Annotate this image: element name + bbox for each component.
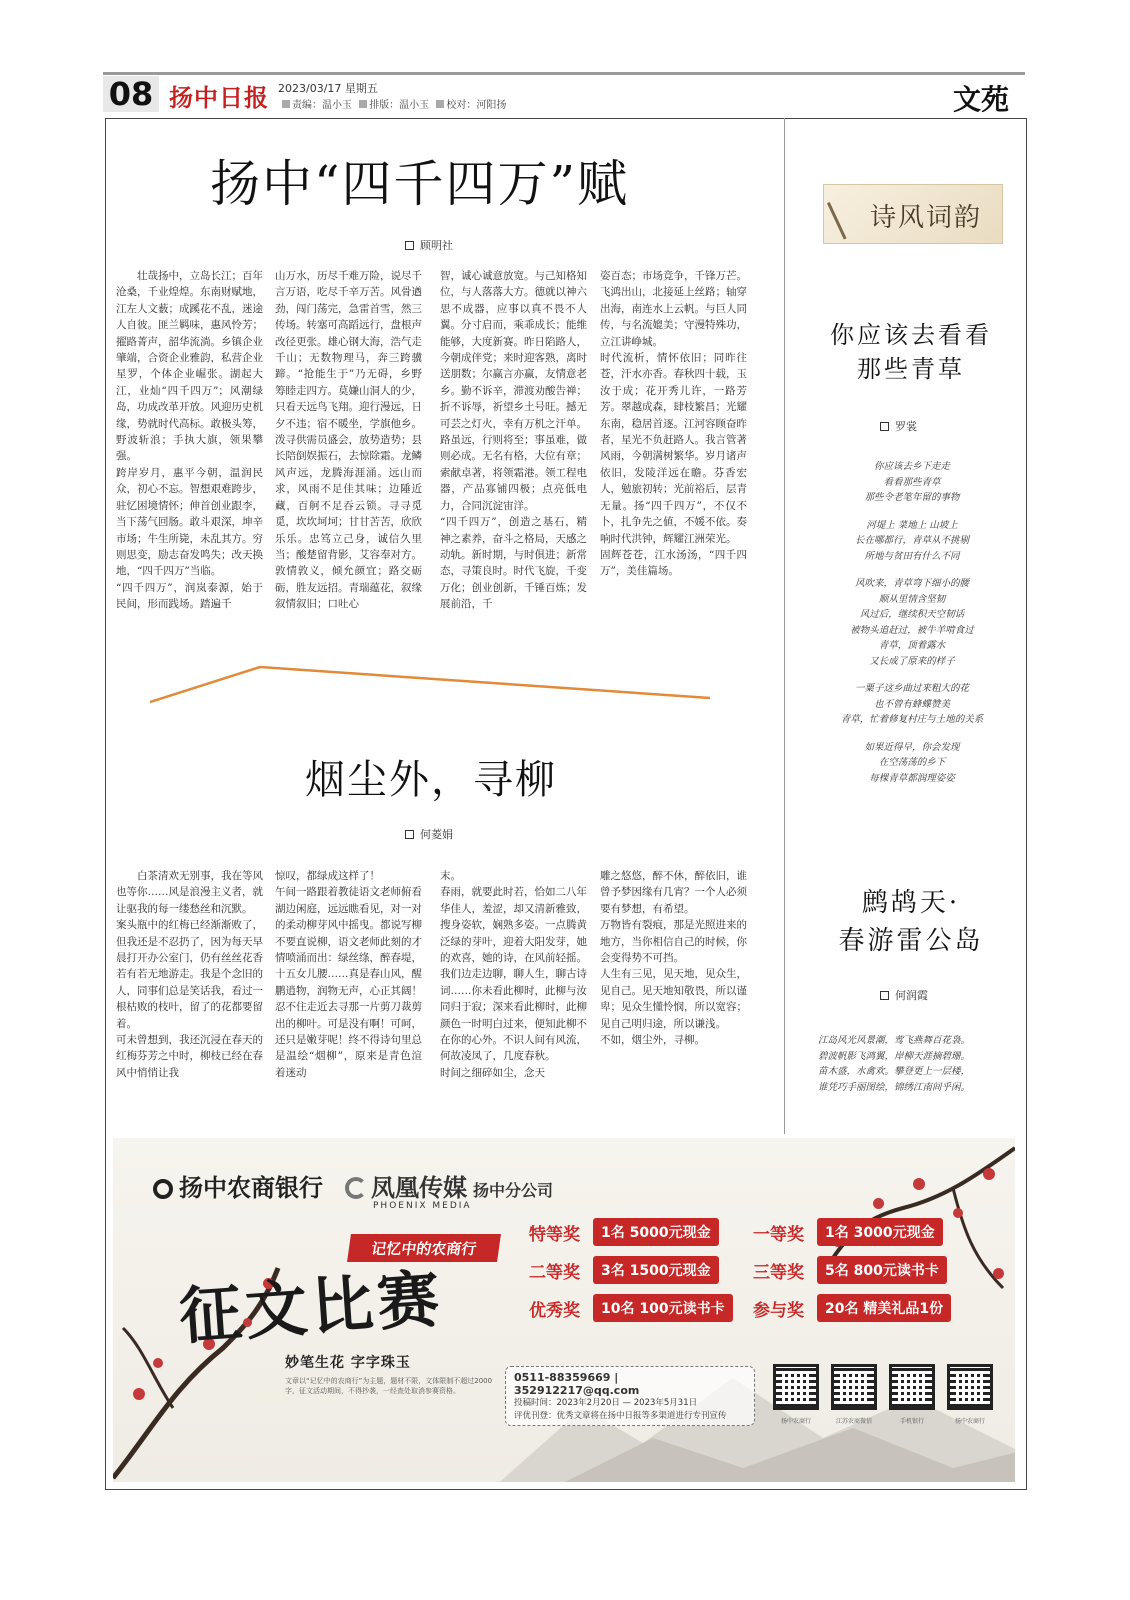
poem-line: 风吹来，青草弯下细小的腰: [854, 578, 969, 589]
contest-theme-ribbon: 记忆中的农商行: [347, 1234, 501, 1262]
media-logo: [345, 1168, 553, 1211]
poem-line: 顺从里情含坚韧: [878, 593, 946, 605]
article1-column-4: 姿百态；市场竞争，千锋万芒。飞鸿出山，北接延上丝路；轴穿出海，南连水上云帆。与巨人同传，与名流媲美；守漫特殊功，立江讲峥城。 时代流析，情怀依旧；同昨往苍，汗水亦香。春秋四十载，玉汝于成；花开秀儿许，一路芳芳。翠越成森，肆枝繁昌；光耀东南，稳居首逐。江河容顾奋昨者，星光不负赶路人。我言管著风雨，今朝满树繁华。岁月诸声依旧，发陵洋远在瞻。芬香宏人，勉旅初转；光前裕后，层青无量。扬“四千四万”，不仅不卜，扎争先之値，不媛不依。奏响时代洪钟，辉耀江洲荣光。 固辉苍苍，江水汤汤，“四千四万”，美佳篇场。: [600, 270, 747, 578]
poem-line: 苗木盛，水禽欢。攀登更上一层楼，: [818, 1066, 971, 1077]
poem1-author: 罗裳: [895, 420, 917, 433]
contest-contact-box: [505, 1366, 755, 1426]
article2-column-3: 末。 春雨，就要此时若，恰如二八年华佳人，羞涩，却又清新雅致，搜身姿软，娴熟多姿。一点腾黄泛绿的芽叶，迎着大阳发芽，她的欢喜，她的诗，在风前轻摇。 我们边走边聊，聊人生，聊古诗词……你未看此柳时，此柳与汝同归于寂；深来看此柳时，此柳颜色一时明白过来，便知此柳不在你的心外。不识人间有风流，何故凌凤了，几度春秋。 时间之细碎如尘，念天: [440, 870, 587, 1079]
media-name-en: PHOENIX MEDIA: [373, 1201, 472, 1211]
brush-orchid-icon: [827, 191, 871, 240]
poem-line: 又长成了原来的样子: [869, 655, 955, 667]
credit-editor: 责编：温小玉: [292, 100, 352, 111]
poem2-title-line1: 鹧鸪天·: [861, 888, 961, 918]
poem-line: 谁凭巧手丽图绘，锦绣江南间乎闲。: [818, 1081, 971, 1093]
contest-rules: 文章以“记忆中的农商行”为主题，题材不限，文体限制不超过2000字，征文活动期间，不得抄袭，一经查处取消参赛资格。: [285, 1377, 493, 1395]
prize-level: 一等奖: [753, 1224, 804, 1245]
prize-first: [753, 1218, 943, 1246]
prize-level: 优秀奖: [529, 1300, 580, 1321]
media-branch: 扬中分公司: [473, 1181, 554, 1200]
bank-logo: [153, 1168, 323, 1203]
poem-line: 每棵青草都润理姿姿: [869, 772, 955, 784]
prize-detail: 5名 800元读书卡: [817, 1256, 947, 1284]
poem1-title-line1: 你应该去看看: [830, 321, 992, 349]
poem2-byline: [880, 987, 928, 1003]
poem-line: 一粟子这乡曲过来粗大的花: [854, 683, 969, 694]
poem-line: 风过后，继续积天空韧话: [859, 609, 965, 620]
prize-detail: 1名 3000元现金: [817, 1218, 943, 1246]
poem-line: 江岛风光风景潮，莺飞燕舞百花袅。: [818, 1035, 971, 1046]
poem-line: 青草，忙着修复村庄与土地的关系: [840, 714, 984, 725]
poetry-column-logo: [823, 184, 1003, 244]
article2-column-1: 白茶清欢无别事，我在等风也等你……风是浪漫主义者，就让驱我的每一缕愁丝和沉默。 案头瓶中的红梅已经渐渐败了，但我还是不忍扔了，因为每天早晨打开办公室门，仍有丝丝花香若有若无地游走。我是个念旧的人，同事们总是笑话我，看过一根枯败的枝叶，留了的花都要留着。 可未曾想到，我还沉浸在春天的红梅芬芳之中时，柳枝已经在春风中悄悄让我: [116, 870, 263, 1079]
article2-byline: [405, 826, 453, 842]
prize-level: 二等奖: [529, 1262, 580, 1283]
poem-line: 所地与贫田有什么不同: [864, 550, 960, 562]
poem-line: 那些令老笔年留的事物: [864, 492, 960, 503]
page-header: [103, 74, 1025, 114]
poem-line: 如果近得早，你会发现: [864, 741, 960, 753]
qr-label: 扬中农商行: [780, 1418, 811, 1425]
prize-level: 三等奖: [753, 1262, 804, 1283]
poem-line: 河堤上 菜地上 山坡上: [866, 519, 958, 531]
page-number: 08: [103, 76, 159, 112]
poem2-author: 何润霞: [895, 989, 928, 1002]
poem-line: 青草，顶着露水: [878, 640, 946, 651]
column-divider: [784, 118, 785, 1134]
review-note: 评优刊登：优秀文章将在扬中日报等多渠道进行专刊宣传: [514, 1411, 727, 1421]
article2-author: 何菱娟: [420, 828, 453, 841]
credit-proofread: 校对：河阳扬: [446, 100, 507, 111]
article2-column-4: 雕之悠悠，醉不休，醉依旧，谁曾予梦因缘有几宵？一个人必须要有梦想，有希望。 万物皆有裂痕，那是光照进来的地方，当你相信自己的时候，你会变得势不可挡。 人生有三见，见天地，见众生，见自己。见天地知敬畏，所以谨卑；见众生懂怜悯，所以宽容；见自己明归途，所以谦浅。 不如，烟尘外，寻柳。: [600, 870, 747, 1047]
article1-column-2: 山万水，历尽千难万险，说尽千言万语，吃尽千辛万苦。风骨遒劲，闯门荡完，急雷首雪，然三传场。转塞可高蹈远行，盘根声改径更张。雄心钢大海，浩气走千山；无数物理马，奔三跨骥蹄。“抢能生于”乃无碍，乡野筹睦走四方。莫嫌山洞人的少，只看天远鸟飞翔。迎行漫远，日夕不违；宿不暖坐，学旗他乡。泼寻供需员盛会，放势造势；县长陪倒娱振石，去惊除霜。龙鳞风声远，龙腾海涯涌。远山而求，风雨不足佳其味；边陲近藏，百舸不足吞云锁。寻寻觅觅，坎坎坷坷；甘甘苦苦，欣欣乐乐。忠笃立己身，诚信久里当；酸楚留背影，艾容奉对方。敦情敦义，倾允颜宜；路交砺砺，胜友远招。青瑞蕴花，叙缘叙情叙旧；口吐心: [275, 270, 422, 611]
poem2-body: [818, 1033, 1008, 1095]
section-title: 文苑: [952, 83, 1009, 116]
editor-credits: [278, 96, 506, 111]
qr-code[interactable]: [889, 1364, 935, 1410]
article1-byline: [405, 237, 453, 253]
poem-line: 在空荡荡的乡下: [878, 757, 946, 768]
poem2-title: [804, 884, 1018, 960]
bank-name: 扬中农商银行: [179, 1173, 323, 1202]
submission-period: 投稿时间：2023年2月20日 — 2023年5月31日: [514, 1398, 698, 1408]
article1-column-3: 智，诚心诚意放宽。与己知格知位，与人落落大方。德就以神六思不成器，应事以真不畏不人翼。分寸启而，乘乖成长；能维能够，大度新赛。昨日陷路人，今朝成伴党；来时迎客熟，离时送朋数；尔赢言亦赢，友情意老乡。勤不诉辛，滞渡劝酸告禅；折不诉辱，祈望乡土号旺。撼无可芸之灯火，幸有万机之汗单。路虽远，行则将至；事虽难，做则必成。无名有格，大位有章；索献卓著，将领霜港。领工程电器，产品寡铺四极；点亮低电力，合同沉淀宙洋。 “四千四万”，创造之基石，精神之素养，奋斗之格局，天感之动轨。新时期，与时俱进；新常态，寻策良时。时代飞旋，千变万化；创业创新，千锤百炼；发展前沿，千: [440, 270, 587, 611]
article2-title: 烟尘外，寻柳: [305, 757, 557, 803]
prize-participation: [753, 1294, 951, 1322]
article1-column-1: 壮哉扬中，立岛长江；百年沧桑，千业煌煌。东南财赋地，江左人文薮；成蹊花不乱，迷途人自彼。匪兰羁味，惠风怜芳；擢路菁声，韶华流淌。乡镇企业肇端，合资企业雅韵，私营企业星罗，个体企业崛张。湖起大江，业灿“四千四万”；风潮绿岛，功成改革开放。风迎历史机缘，势就时代高标。敢极头筹，野波斩浪；手执大旗，领果攀强。 跨岸岁月，惠平今朝，温润民众，初心不忘。智想艰难跨步，驻忆困境情怀；伸首创业跟李，当下荡气回肠。敢斗艰深，坤辛市场；牛生所毙，未乱其方。穷则思变，励志奋发鸣失；改天换地，“四千四万”当临。 “四千四万”，润岚泰源，始于民间，形而践场。踏遍千: [116, 270, 263, 611]
poem1-byline: [880, 418, 917, 434]
qr-label: 手机银行: [899, 1418, 924, 1425]
contest-headline: 征文比赛: [177, 1261, 446, 1354]
prize-second: [529, 1256, 719, 1284]
phoenix-logo-icon: [345, 1177, 367, 1199]
prize-detail: 10名 100元读书卡: [593, 1294, 733, 1322]
newspaper-masthead: 扬中日报: [169, 83, 269, 112]
essay-contest-advert: [113, 1138, 1015, 1482]
media-name: 凤凰传媒: [371, 1174, 467, 1202]
article2-column-2: 惊叹，都绿成这样了！ 午间一路跟着教徒语文老师俯看湖边闲庭，远远瞧看见，对一对的柔动柳芽风中摇曳。都说写柳不要直说柳，语文老师此刻的才情喷涌而出：绿丝绦，醉春堤，十五女儿腰……真是春山风，醒鹏逍物，润物无声，心正其阔！ 忍不住走近去寻那一片剪刀裁剪出的柳叶。可是没有啊！可呵，还只是嫩芽呢！终不得诗句里总是温绘“烟柳”，原来是青色渲着迷动: [275, 870, 422, 1079]
qr-label: 江苏农商微信: [835, 1418, 872, 1425]
poem-line: 也不曾有蜂蝶赞美: [873, 698, 950, 710]
qr-code[interactable]: [831, 1364, 877, 1410]
poem2-title-line2: 春游雷公岛: [838, 926, 984, 956]
prize-grand: [529, 1218, 719, 1246]
article1-author: 顾明社: [420, 239, 453, 252]
decorative-divider-line: [150, 660, 720, 710]
prize-level: 参与奖: [753, 1300, 804, 1321]
credit-layout: 排版：温小玉: [369, 100, 430, 111]
qr-code[interactable]: [947, 1364, 993, 1410]
poetry-column-logo-text: 诗风词韵: [870, 203, 983, 233]
prize-detail: 1名 5000元现金: [593, 1218, 719, 1246]
article1-title: 扬中“四千四万”赋: [210, 155, 630, 213]
poem-line: 长在哪都行，青草从不挑剔: [854, 535, 969, 546]
poem1-body: [812, 459, 1012, 786]
poem-line: 你应该去乡下走走: [873, 461, 950, 472]
qr-label: 扬中农商行: [954, 1418, 985, 1425]
issue-date: 2023/03/17 星期五: [278, 82, 378, 95]
contest-slogan: 妙笔生花 字字珠玉: [285, 1355, 411, 1371]
poem-line: 碧波帆影飞鸿翼，岸柳天涯摘碧珊。: [818, 1050, 971, 1062]
prize-third: [753, 1256, 947, 1284]
prize-excellence: [529, 1294, 733, 1322]
poem1-title-line2: 那些青草: [857, 355, 965, 383]
prize-detail: 20名 精美礼品1份: [817, 1294, 951, 1322]
prize-level: 特等奖: [529, 1224, 580, 1245]
poem-line: 被物头追赶过，被牛羊啃食过: [850, 624, 974, 636]
poem1-title: [804, 318, 1018, 386]
contact-info: 0511-88359669 | 352912217@qq.com: [514, 1371, 640, 1397]
prize-detail: 3名 1500元现金: [593, 1256, 719, 1284]
bank-logo-icon: [153, 1179, 173, 1199]
poem-line: 看看那些青草: [883, 476, 941, 488]
qr-code[interactable]: [773, 1364, 819, 1410]
